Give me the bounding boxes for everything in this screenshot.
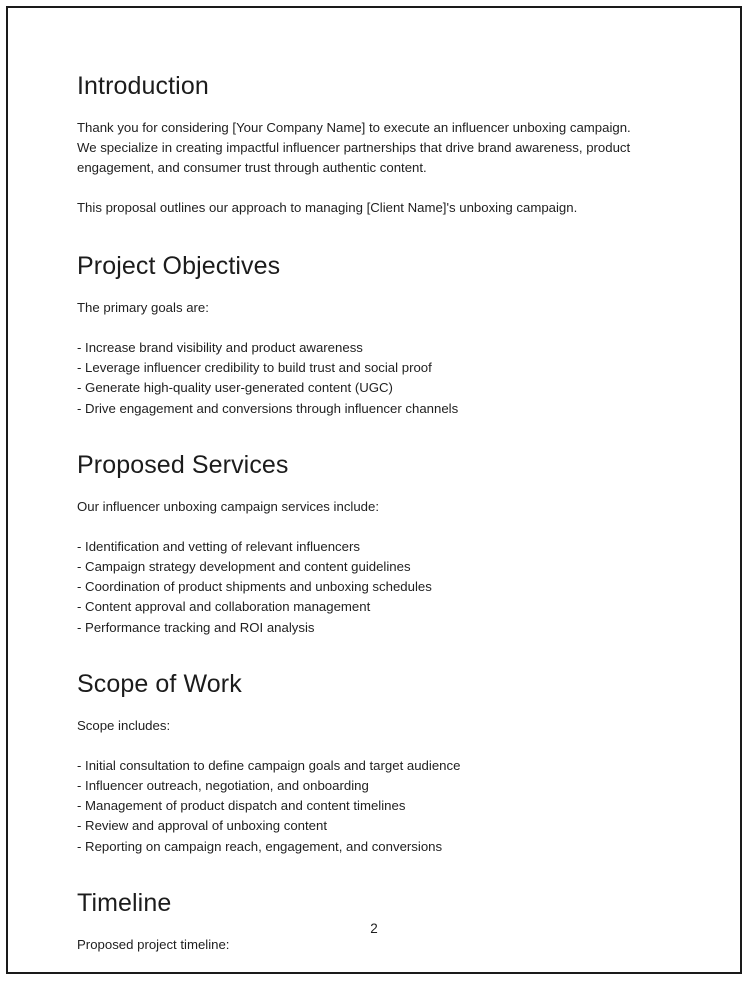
- spacer: [77, 318, 643, 338]
- paragraph-scope-of-work: Scope includes:: [77, 717, 171, 733]
- spacer: [77, 178, 643, 198]
- paragraph-timeline: Proposed project timeline:: [77, 936, 230, 952]
- list-item: - Drive engagement and conversions through influencer channels: [77, 400, 459, 416]
- list-item: - Increase brand visibility and product awareness: [77, 340, 363, 355]
- spacer: [77, 419, 643, 449]
- page-inner: [8, 8, 740, 972]
- list-item: - Influencer outreach, negotiation, and onboarding: [77, 778, 369, 794]
- heading-introduction: Introduction: [77, 72, 209, 100]
- paragraph-introduction-1: Thank you for considering [Your Company Name] to execute an influencer unboxing campaign. We specialize in creating impactful influencer partnerships that drive brand awareness, product engagement, and consumer trust through authentic content.: [77, 120, 631, 175]
- heading-project-objectives: Project Objectives: [77, 252, 281, 280]
- spacer: [77, 102, 643, 118]
- section-proposed-services: [77, 449, 643, 638]
- heading-timeline: Timeline: [77, 888, 172, 917]
- list-item: - Leverage influencer credibility to build trust and social proof: [77, 360, 432, 376]
- list-scope-of-work: [77, 756, 643, 857]
- list-item: - Content approval and collaboration management: [77, 599, 371, 615]
- spacer: [77, 517, 643, 537]
- spacer: [77, 218, 643, 250]
- list-item: - Identification and vetting of relevant influencers: [77, 538, 360, 554]
- document-body: [77, 70, 643, 955]
- list-item: - Management of product dispatch and content timelines: [77, 798, 406, 814]
- spacer: [77, 481, 643, 497]
- list-item: - Coordination of product shipments and unboxing schedules: [77, 579, 432, 595]
- list-proposed-services: [77, 537, 643, 638]
- list-item: - Generate high-quality user-generated content (UGC): [77, 380, 393, 396]
- list-item: - Performance tracking and ROI analysis: [77, 619, 315, 635]
- spacer: [77, 857, 643, 887]
- heading-scope-of-work: Scope of Work: [77, 669, 242, 698]
- document-page: [6, 6, 742, 974]
- heading-proposed-services: Proposed Services: [77, 450, 289, 479]
- spacer: [77, 282, 643, 298]
- list-item: - Reporting on campaign reach, engagement, and conversions: [77, 838, 443, 854]
- paragraph-introduction-2: This proposal outlines our approach to managing [Client Name]'s unboxing campaign.: [77, 200, 578, 215]
- list-item: - Initial consultation to define campaign goals and target audience: [77, 757, 461, 773]
- spacer: [77, 736, 643, 756]
- page-number: 2: [370, 921, 378, 936]
- list-item: - Review and approval of unboxing content: [77, 818, 327, 834]
- paragraph-proposed-services: Our influencer unboxing campaign services include:: [77, 498, 380, 514]
- spacer: [77, 638, 643, 668]
- list-project-objectives: [77, 338, 643, 419]
- section-introduction: [77, 70, 643, 218]
- section-scope-of-work: [77, 668, 643, 857]
- spacer: [77, 700, 643, 716]
- section-project-objectives: [77, 250, 643, 419]
- paragraph-project-objectives: The primary goals are:: [77, 300, 209, 315]
- list-item: - Campaign strategy development and content guidelines: [77, 559, 411, 575]
